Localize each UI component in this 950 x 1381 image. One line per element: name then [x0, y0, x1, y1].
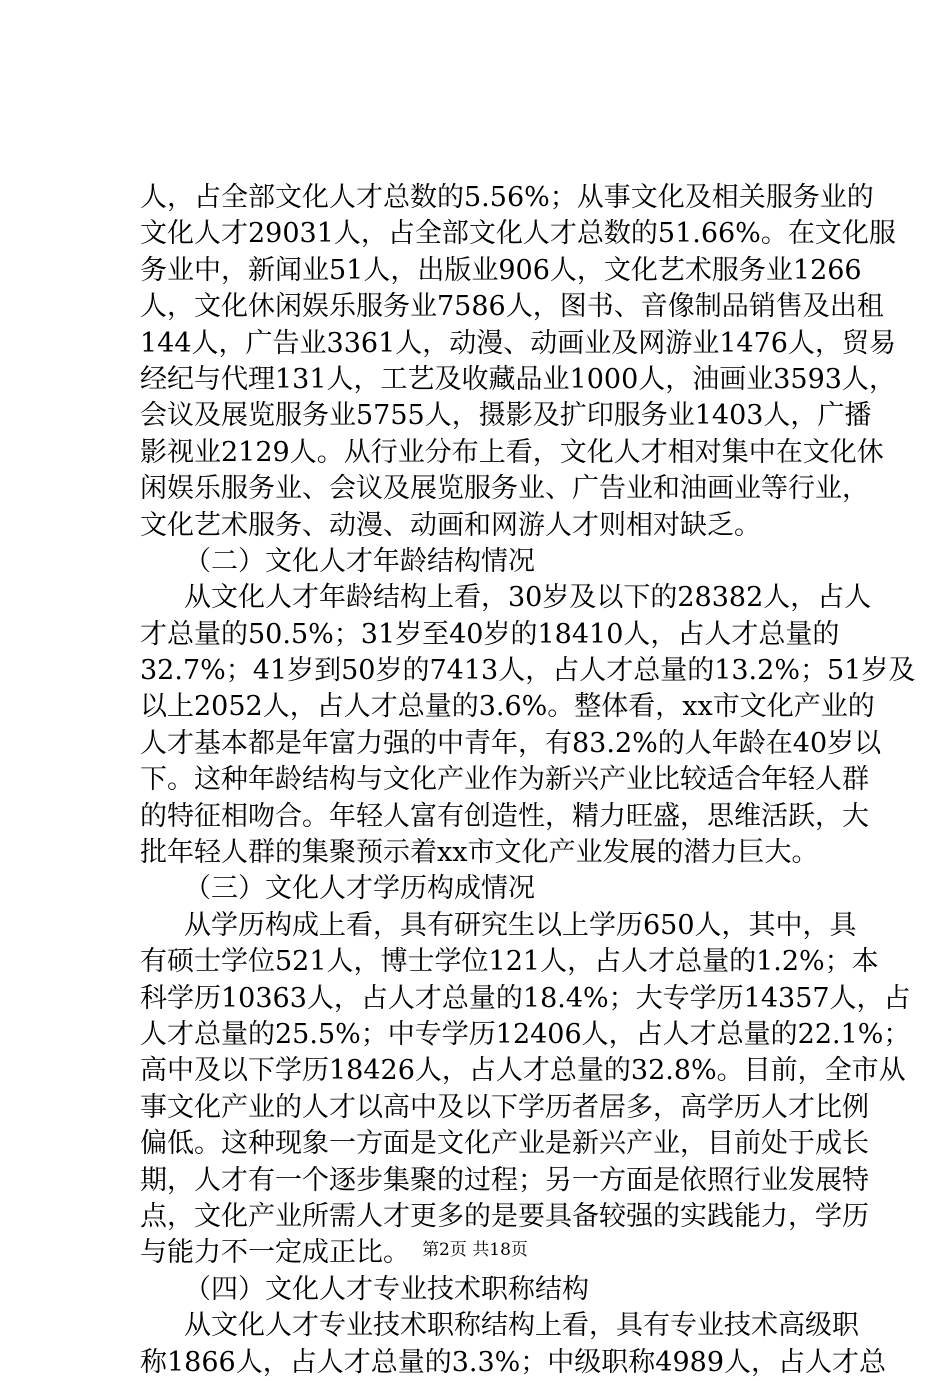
body-text-line: 从文化人才年龄结构上看，30岁及以下的28382人，占人: [184, 582, 872, 614]
body-text-line: 以上2052人，占人才总量的3.6%。整体看，xx市文化产业的: [140, 691, 875, 723]
body-text-line: 称1866人，占人才总量的3.3%；中级职称4989人，占人才总: [140, 1346, 887, 1378]
body-text-line: 有硕士学位521人，博士学位121人，占人才总量的1.2%；本: [140, 946, 879, 978]
body-text-line: 科学历10363人，占人才总量的18.4%；大专学历14357人，占: [140, 982, 911, 1014]
body-text-line: 人才基本都是年富力强的中青年，有83.2%的人年龄在40岁以: [140, 727, 882, 759]
body-text-line: 务业中，新闻业51人，出版业906人，文化艺术服务业1266: [140, 254, 862, 286]
body-text-line: 人才总量的25.5%；中专学历12406人，占人才总量的22.1%；: [140, 1018, 911, 1050]
body-text-line: 的特征相吻合。年轻人富有创造性，精力旺盛，思维活跃，大: [140, 800, 869, 832]
body-text-line: 人，文化休闲娱乐服务业7586人，图书、音像制品销售及出租: [140, 291, 884, 323]
body-text-line: 批年轻人群的集聚预示着xx市文化产业发展的潜力巨大。: [140, 837, 819, 869]
body-text-line: 从学历构成上看，具有研究生以上学历650人，其中，具: [184, 909, 857, 941]
body-text-line: 偏低。这种现象一方面是文化产业是新兴产业，目前处于成长: [140, 1128, 869, 1160]
body-text-line: 从文化人才专业技术职称结构上看，具有专业技术高级职: [184, 1310, 859, 1342]
page-indicator: 第2页 共18页: [422, 1240, 528, 1260]
body-text-line: 经纪与代理131人，工艺及收藏品业1000人，油画业3593人，: [140, 363, 896, 395]
body-text-line: 32.7%；41岁到50岁的7413人，占人才总量的13.2%；51岁及: [140, 655, 916, 687]
body-text-line: 事文化产业的人才以高中及以下学历者居多，高学历人才比例: [140, 1091, 869, 1123]
body-text-line: 下。这种年龄结构与文化产业作为新兴产业比较适合年轻人群: [140, 764, 869, 796]
page-footer: [0, 1239, 950, 1261]
body-text-line: 影视业2129人。从行业分布上看，文化人才相对集中在文化休: [140, 436, 884, 468]
body-text-line: 与能力不一定成正比。: [140, 1237, 410, 1269]
body-text-line: 文化艺术服务、动漫、动画和网游人才则相对缺乏。: [140, 509, 761, 541]
body-text-line: 人，占全部文化人才总数的5.56%；从事文化及相关服务业的: [140, 182, 874, 213]
body-text-line: 闲娱乐服务业、会议及展览服务业、广告业和油画业等行业，: [140, 473, 869, 505]
body-text-line: 会议及展览服务业5755人，摄影及扩印服务业1403人，广播: [140, 400, 872, 432]
body-text-line: 点，文化产业所需人才更多的是要具备较强的实践能力，学历: [140, 1200, 869, 1232]
section-heading: （二）文化人才年龄结构情况: [184, 545, 535, 577]
body-text-line: 高中及以下学历18426人，占人才总量的32.8%。目前，全市从: [140, 1055, 906, 1087]
body-text-line: 才总量的50.5%；31岁至40岁的18410人，占人才总量的: [140, 618, 840, 650]
body-text-line: 144人，广告业3361人，动漫、动画业及网游业1476人，贸易: [140, 327, 896, 359]
section-heading: （三）文化人才学历构成情况: [184, 873, 535, 905]
section-heading: （四）文化人才专业技术职称结构: [184, 1273, 589, 1305]
document-body: [140, 180, 916, 1381]
body-text-line: 文化人才29031人，占全部文化人才总数的51.66%。在文化服: [140, 218, 896, 250]
body-text-line: 期，人才有一个逐步集聚的过程；另一方面是依照行业发展特: [140, 1164, 869, 1196]
